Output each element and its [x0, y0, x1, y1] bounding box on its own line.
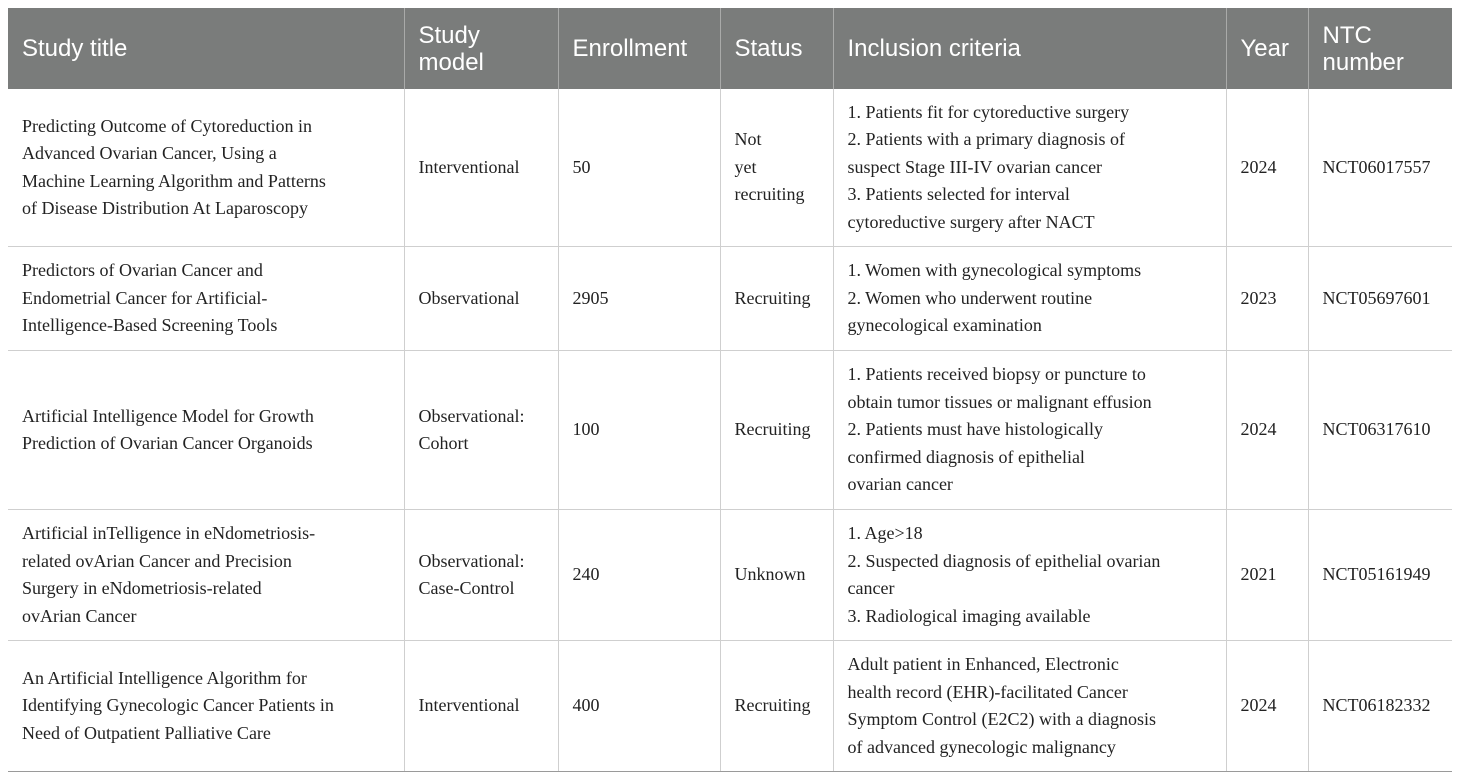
cell-study-model — [404, 247, 558, 351]
table-container — [8, 8, 1452, 772]
cell-enrollment: 240 — [558, 510, 720, 641]
text-line: Artificial inTelligence in eNdometriosis- — [22, 523, 316, 543]
cell-ntc-number: NCT06017557 — [1308, 89, 1452, 247]
cell-study-model — [404, 641, 558, 772]
text-line: ovarian cancer — [847, 474, 953, 495]
cell-year: 2023 — [1226, 247, 1308, 351]
text-line: 1. Women with gynecological symptoms — [847, 260, 1142, 281]
cell-status — [720, 247, 833, 351]
text-line: suspect Stage III-IV ovarian cancer — [847, 156, 1103, 177]
text-line: 2. Patients must have histologically — [847, 419, 1103, 440]
text-line: Cohort — [418, 433, 469, 453]
text-line: of Disease Distribution At Laparoscopy — [22, 198, 308, 218]
cell-study-title — [8, 89, 404, 247]
header-study-title: Study title — [8, 8, 404, 89]
cell-status — [720, 89, 833, 247]
table-row — [8, 641, 1452, 772]
cell-study-title — [8, 351, 404, 510]
text-line: 1. Patients received biopsy or puncture to — [847, 364, 1146, 385]
cell-inclusion-criteria — [833, 247, 1226, 351]
text-line: Identifying Gynecologic Cancer Patients in — [22, 695, 334, 716]
text-line: Not — [734, 129, 762, 150]
cell-ntc-number: NCT06317610 — [1308, 351, 1452, 510]
table-row — [8, 351, 1452, 510]
table-row — [8, 510, 1452, 641]
text-line: 2. Women who underwent routine — [847, 287, 1093, 308]
text-line: Adult patient in Enhanced, Electronic — [847, 654, 1119, 674]
text-line: cytoreductive surgery after NACT — [847, 211, 1095, 232]
text-line: Recruiting — [734, 419, 811, 440]
cell-study-title — [8, 510, 404, 641]
text-line: 3. Radiological imaging available — [847, 605, 1091, 626]
cell-study-model — [404, 510, 558, 641]
header-row — [8, 8, 1452, 89]
header-inclusion-criteria: Inclusion criteria — [833, 8, 1226, 89]
cell-status — [720, 510, 833, 641]
header-year: Year — [1226, 8, 1308, 89]
table-row — [8, 247, 1452, 351]
text-line: Predicting Outcome of Cytoreduction in — [22, 115, 312, 136]
cell-enrollment: 2905 — [558, 247, 720, 351]
text-line: Symptom Control (E2C2) with a diagnosis — [847, 709, 1156, 729]
cell-year: 2024 — [1226, 351, 1308, 510]
text-line: Endometrial Cancer for Artificial- — [22, 287, 268, 308]
text-line: recruiting — [734, 184, 805, 205]
header-ntc-number: NTC number — [1308, 8, 1452, 89]
cell-enrollment: 400 — [558, 641, 720, 772]
text-line: Recruiting — [734, 695, 811, 716]
text-line: Observational: — [418, 405, 525, 426]
cell-inclusion-criteria — [833, 89, 1226, 247]
text-line: An Artificial Intelligence Algorithm for — [22, 667, 307, 688]
text-line: Predictors of Ovarian Cancer and — [22, 260, 263, 281]
text-line: 2. Patients with a primary diagnosis of — [847, 129, 1125, 150]
text-line: ovArian Cancer — [22, 605, 137, 626]
header-study-model: Study model — [404, 8, 558, 89]
text-line: Intelligence-Based Screening Tools — [22, 315, 278, 336]
cell-inclusion-criteria — [833, 641, 1226, 772]
text-line: gynecological examination — [847, 315, 1042, 336]
text-line: Need of Outpatient Palliative Care — [22, 722, 271, 743]
text-line: Case-Control — [418, 578, 515, 598]
cell-ntc-number: NCT05697601 — [1308, 247, 1452, 351]
cell-study-model — [404, 351, 558, 510]
cell-ntc-number: NCT05161949 — [1308, 510, 1452, 641]
text-line: 2. Suspected diagnosis of epithelial ovarian — [847, 550, 1161, 571]
text-line: obtain tumor tissues or malignant effusion — [847, 391, 1152, 412]
header-status: Status — [720, 8, 833, 89]
cell-year: 2021 — [1226, 510, 1308, 641]
cell-study-title — [8, 247, 404, 351]
cell-status — [720, 641, 833, 772]
cell-year: 2024 — [1226, 89, 1308, 247]
text-line: Advanced Ovarian Cancer, Using a — [22, 143, 277, 163]
cell-inclusion-criteria — [833, 351, 1226, 510]
cell-status — [720, 351, 833, 510]
text-line: 3. Patients selected for interval — [847, 184, 1070, 205]
text-line: Prediction of Ovarian Cancer Organoids — [22, 433, 313, 453]
cell-year: 2024 — [1226, 641, 1308, 772]
cell-enrollment: 50 — [558, 89, 720, 247]
cell-inclusion-criteria — [833, 510, 1226, 641]
text-line: cancer — [847, 578, 895, 598]
text-line: Observational: — [418, 550, 525, 571]
text-line: Machine Learning Algorithm and Patterns — [22, 170, 326, 191]
cell-ntc-number: NCT06182332 — [1308, 641, 1452, 772]
text-line: health record (EHR)-facilitated Cancer — [847, 681, 1128, 702]
table-row — [8, 89, 1452, 247]
text-line: of advanced gynecologic malignancy — [847, 736, 1116, 757]
text-line: Surgery in eNdometriosis-related — [22, 578, 262, 598]
header-enrollment: Enrollment — [558, 8, 720, 89]
cell-study-title — [8, 641, 404, 772]
text-line: Interventional — [418, 156, 520, 177]
clinical-trials-table — [8, 8, 1452, 772]
cell-enrollment: 100 — [558, 351, 720, 510]
text-line: Unknown — [734, 564, 806, 585]
text-line: Observational — [418, 287, 520, 308]
text-line: confirmed diagnosis of epithelial — [847, 446, 1085, 467]
text-line: related ovArian Cancer and Precision — [22, 550, 292, 571]
text-line: yet — [734, 156, 757, 177]
text-line: 1. Patients fit for cytoreductive surgery — [847, 101, 1130, 122]
cell-study-model — [404, 89, 558, 247]
text-line: Interventional — [418, 695, 520, 716]
text-line: Recruiting — [734, 287, 811, 308]
text-line: Artificial Intelligence Model for Growth — [22, 405, 314, 426]
text-line: 1. Age>18 — [847, 523, 923, 543]
